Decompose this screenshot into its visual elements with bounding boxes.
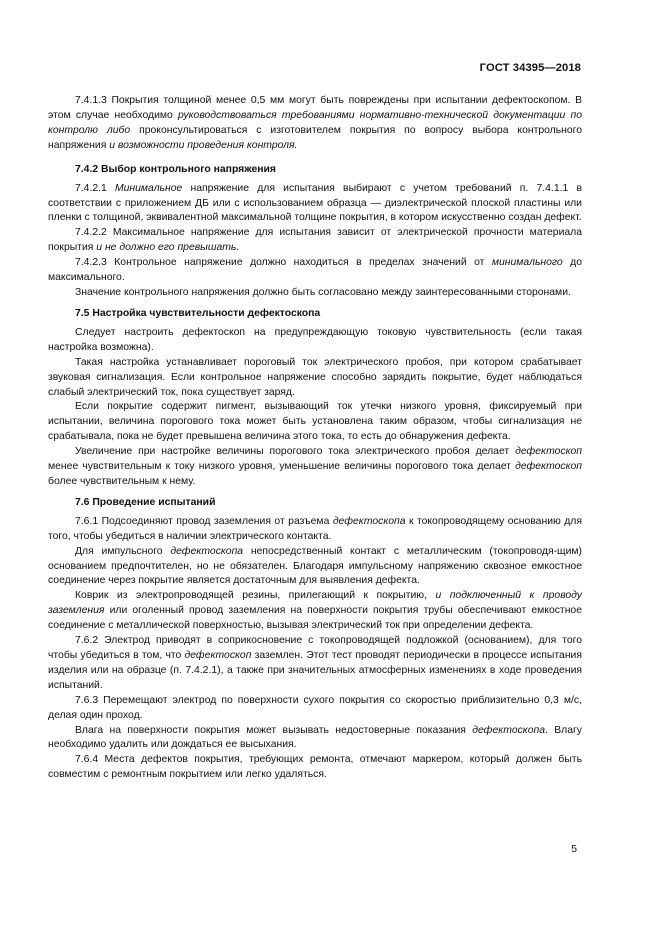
text-span: или оголенный провод заземления на поверхности покрытия трубы обеспечивают емкостное соединение с металлической поверхностью, вызывая электрический ток при определении дефекта. — [48, 605, 582, 632]
italic-span: и не должно его превышать. — [96, 242, 240, 254]
text-span: 7.4.1.3 Покрытия толщиной менее 0,5 мм могут быть повреждены при испытании дефектоскопом. В этом случае необходимо — [48, 95, 582, 121]
paragraph-7-6-3: 7.6.3 Перемещают электрод по поверхности сухого покрытия со скоростью приблизительно 0,3 м/с, делая один проход. — [48, 694, 582, 721]
text-span: менее чувствительным к току низкого уровня, уменьшение величины порогового тока делает — [48, 461, 516, 473]
italic-span: и возможности проведения контроля. — [109, 139, 298, 151]
text-span: заземлен. Этот тест проводят периодически в процессе испытания изделия или на образце (п. 7.4.2.1), а также при значительных атмосферных изменениях в ходе проведения испытаний. — [48, 650, 582, 691]
text-span: 7.4.2.2 Максимальное напряжение для испытания зависит от электрической прочности материала покрытия — [48, 227, 582, 254]
heading-7-6: 7.6 Проведение испытаний — [75, 496, 216, 508]
paragraph-7-5-4 — [48, 445, 582, 490]
paragraph-agreement: Значение контрольного напряжения должно быть согласовано между заинтересованными сторонами. — [75, 286, 571, 298]
text-span: 7.6.2 Электрод приводят в соприкосновение с токопроводящей подложкой (основанием), для того чтобы убедиться в том, что — [48, 635, 582, 661]
text-span: проконсультироваться с изготовителем покрытия по вопросу выбора контрольного напряжения — [48, 124, 583, 151]
italic-span: дефектоскопа — [332, 515, 406, 527]
paragraph-pulse-detector — [48, 545, 582, 590]
italic-span: дефектоскопа — [170, 545, 244, 557]
italic-span: дефектоскоп — [184, 650, 252, 661]
text-span: 7.4.2.1 — [75, 182, 115, 194]
paragraph-7-4-2-1 — [48, 182, 582, 227]
paragraph-7-4-2-2 — [48, 226, 582, 256]
text-span: Увеличение при настройке величины порогового тока электрического пробоя делает — [75, 446, 516, 458]
text-span: непосредственный контакт с металлическим (токопроводя-щим) основанием предпочтителен, но не обязателен. Благодаря импульсному напряжению сквозное емкостное соединение через покрытие является достаточным для выявления дефекта. — [48, 545, 582, 587]
paragraph-7-6-1 — [48, 515, 582, 545]
paragraph-rubber-mat — [48, 589, 582, 634]
page-number: 5 — [571, 844, 577, 855]
text-span: Коврик из электропроводящей резины, прилегающий к покрытию, — [75, 590, 436, 602]
text-span: . Влагу необходимо удалить или дождаться ее высыхания. — [48, 724, 583, 751]
italic-span: Минимальное — [114, 182, 183, 194]
paragraph-7-5-3: Если покрытие содержит пигмент, вызывающий ток утечки низкого уровня, фиксируемый при испытании, величина порогового тока может быть установлена таким образом, чтобы сигнализация не срабатывала, пока не будет превышена величина этого тока, то есть до обнаружения дефекта. — [48, 401, 582, 443]
italic-span: руководствоваться требованиями нормативно-технической документации по контролю либо — [48, 109, 582, 136]
text-span: к токопроводящему основанию для того, чтобы убедиться в наличии электрического контакта. — [48, 515, 582, 542]
paragraph-7-5-2: Такая настройка устанавливает пороговый ток электрического пробоя, при котором срабатывает звуковая сигнализация. Если контрольное напряжение способно зарядить покрытие, будет наблюдаться слабый электрический ток, пока существует заряд. — [48, 356, 582, 398]
text-span: до максимального. — [48, 257, 583, 284]
text-span: Для импульсного — [75, 545, 171, 557]
italic-span: дефектоскоп — [515, 461, 582, 473]
text-span: 7.4.2.3 Контрольное напряжение должно находиться в пределах значений от — [75, 257, 492, 269]
paragraph-7-4-2-3 — [48, 256, 582, 286]
paragraph-7-4-1-3 — [48, 94, 582, 154]
heading-7-5: 7.5 Настройка чувствительности дефектоскопа — [75, 307, 321, 319]
paragraph-7-6-2 — [48, 634, 582, 694]
text-span: Влага на поверхности покрытия может вызывать недостоверные показания — [75, 724, 473, 736]
document-number: ГОСТ 34395—2018 — [479, 62, 581, 74]
paragraph-7-6-4: 7.6.4 Места дефектов покрытия, требующих ремонта, отмечают маркером, который должен быть совместим с ремонтным покрытием или легко удаляться. — [48, 754, 582, 781]
italic-span: дефектоскоп — [515, 446, 582, 458]
paragraph-moisture — [48, 724, 582, 754]
italic-span: дефектоскопа — [472, 724, 545, 736]
page-body — [48, 94, 582, 783]
text-span: 7.6.1 Подсоединяют провод заземления от разъема — [75, 515, 333, 527]
text-span: напряжение для испытания выбирают с учетом требований п. 7.4.1.1 в соответствии с приложением ДБ или с использованием образца — диэлектрической плоской пластины или пленки с толщиной, эквивалентной максимальной толщине покрытия, в котором искусственно создан дефект. — [48, 182, 582, 224]
paragraph-7-5-1: Следует настроить дефектоскоп на предупреждающую токовую чувствительность (если такая настройка возможна). — [48, 326, 582, 353]
text-span: более чувствительным к нему. — [48, 475, 196, 487]
italic-span: минимального — [491, 257, 563, 269]
italic-span: и подключенный к проводу заземления — [48, 590, 582, 617]
heading-7-4-2: 7.4.2 Выбор контрольного напряжения — [75, 163, 276, 175]
